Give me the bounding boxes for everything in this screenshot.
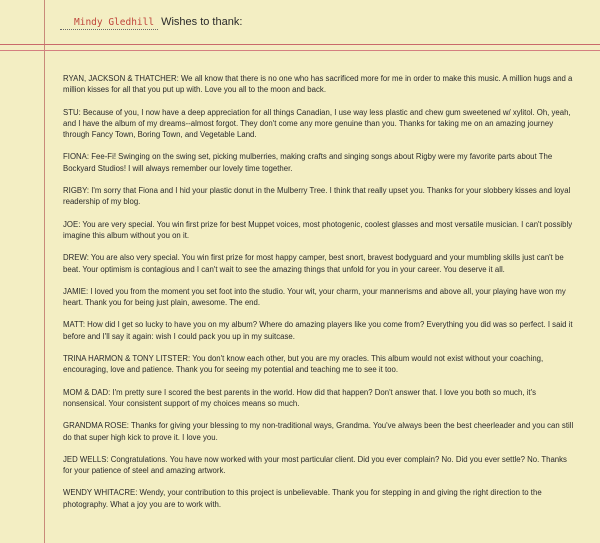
header	[60, 16, 242, 36]
thanks-heading: Wishes to thank:	[161, 16, 243, 28]
thanks-entry: RIGBY: I'm sorry that Fiona and I hid your plastic donut in the Mulberry Tree. I think that really upset you. Thanks for your slobbery kisses and loyal readership of my blog.	[63, 186, 571, 207]
thanks-entry: FIONA: Fee-Fi! Swinging on the swing set, picking mulberries, making crafts and singing songs about Rigby were my favorite parts about The Bockyard Studios! I will always remember our lovely time together.	[63, 152, 553, 173]
thanks-entry: MOM & DAD: I'm pretty sure I scored the best parents in the world. How did that happen? Don't answer that. I love you both so much, it's nonsensical. Your consistent support of my choices means so much.	[63, 387, 536, 408]
thanks-entry: TRINA HARMON & TONY LITSTER: You don't know each other, but you are my oracles. This album would not exist without your coaching, encouraging, love and patience. Thank you for seeing my potential and teaching me to see it too.	[63, 354, 544, 375]
thanks-list	[63, 73, 575, 521]
header-rule	[0, 44, 600, 45]
thanks-entry: JAMIE: I loved you from the moment you set foot into the studio. Your wit, your charm, your mannerisms and above all, your playing have won my heart. Thank you for being just plain, awesome. The end.	[63, 286, 566, 308]
margin-line	[44, 0, 45, 543]
thanks-entry: MATT: How did I get so lucky to have you on my album? Where do amazing players like you come from? Everything you did was so perfect. I said it before and I'll say it again: wish I could pack you up in my suitcase.	[63, 320, 573, 341]
thanks-entry: RYAN, JACKSON & THATCHER: We all know that there is no one who has sacrificed more for me in order to make this music. A million hugs and a million kisses for all that you put up with. Love you all to the moon and back.	[63, 74, 573, 95]
artist-name: Mindy Gledhill	[60, 17, 158, 30]
thanks-entry: WENDY WHITACRE: Wendy, your contribution to this project is unbelievable. Thank you for stepping in and giving the right direction to the photography. What a joy you are to work with.	[63, 488, 542, 509]
thanks-entry: JED WELLS: Congratulations. You have now worked with your most particular client. Did you ever complain? No. Did you ever settle? No. Thanks for your patience of steel and amazing artwork.	[63, 454, 567, 476]
thanks-entry: STU: Because of you, I now have a deep appreciation for all things Canadian, I use way less plastic and chew gum sweetened w/ xylitol. Oh, yeah, and I have the album of my dreams--almost forgot. They don't come any more genuine than you. Thanks for taking me on an amazing journey through Fancy Town, Boring Town, and Vegetable Land.	[63, 107, 571, 140]
thanks-entry: DREW: You are also very special. You win first prize for most happy camper, best snort, bravest bodyguard and your mumbling skills just can't be beat. Your optimism is contagious and I can't wait to see the amazing things that unfold for you in your career. You deserve it all.	[63, 253, 564, 274]
header-rule-secondary	[0, 50, 600, 51]
thanks-entry: JOE: You are very special. You win first prize for best Muppet voices, most photogenic, coolest glasses and most versatile musician. I can't possibly imagine this album without you on it.	[63, 219, 573, 240]
thanks-entry: GRANDMA ROSE: Thanks for giving your blessing to my non-traditional ways, Grandma. You've always been the best cheerleader and you can still do that super high kick to prove it. I love you.	[63, 421, 574, 442]
